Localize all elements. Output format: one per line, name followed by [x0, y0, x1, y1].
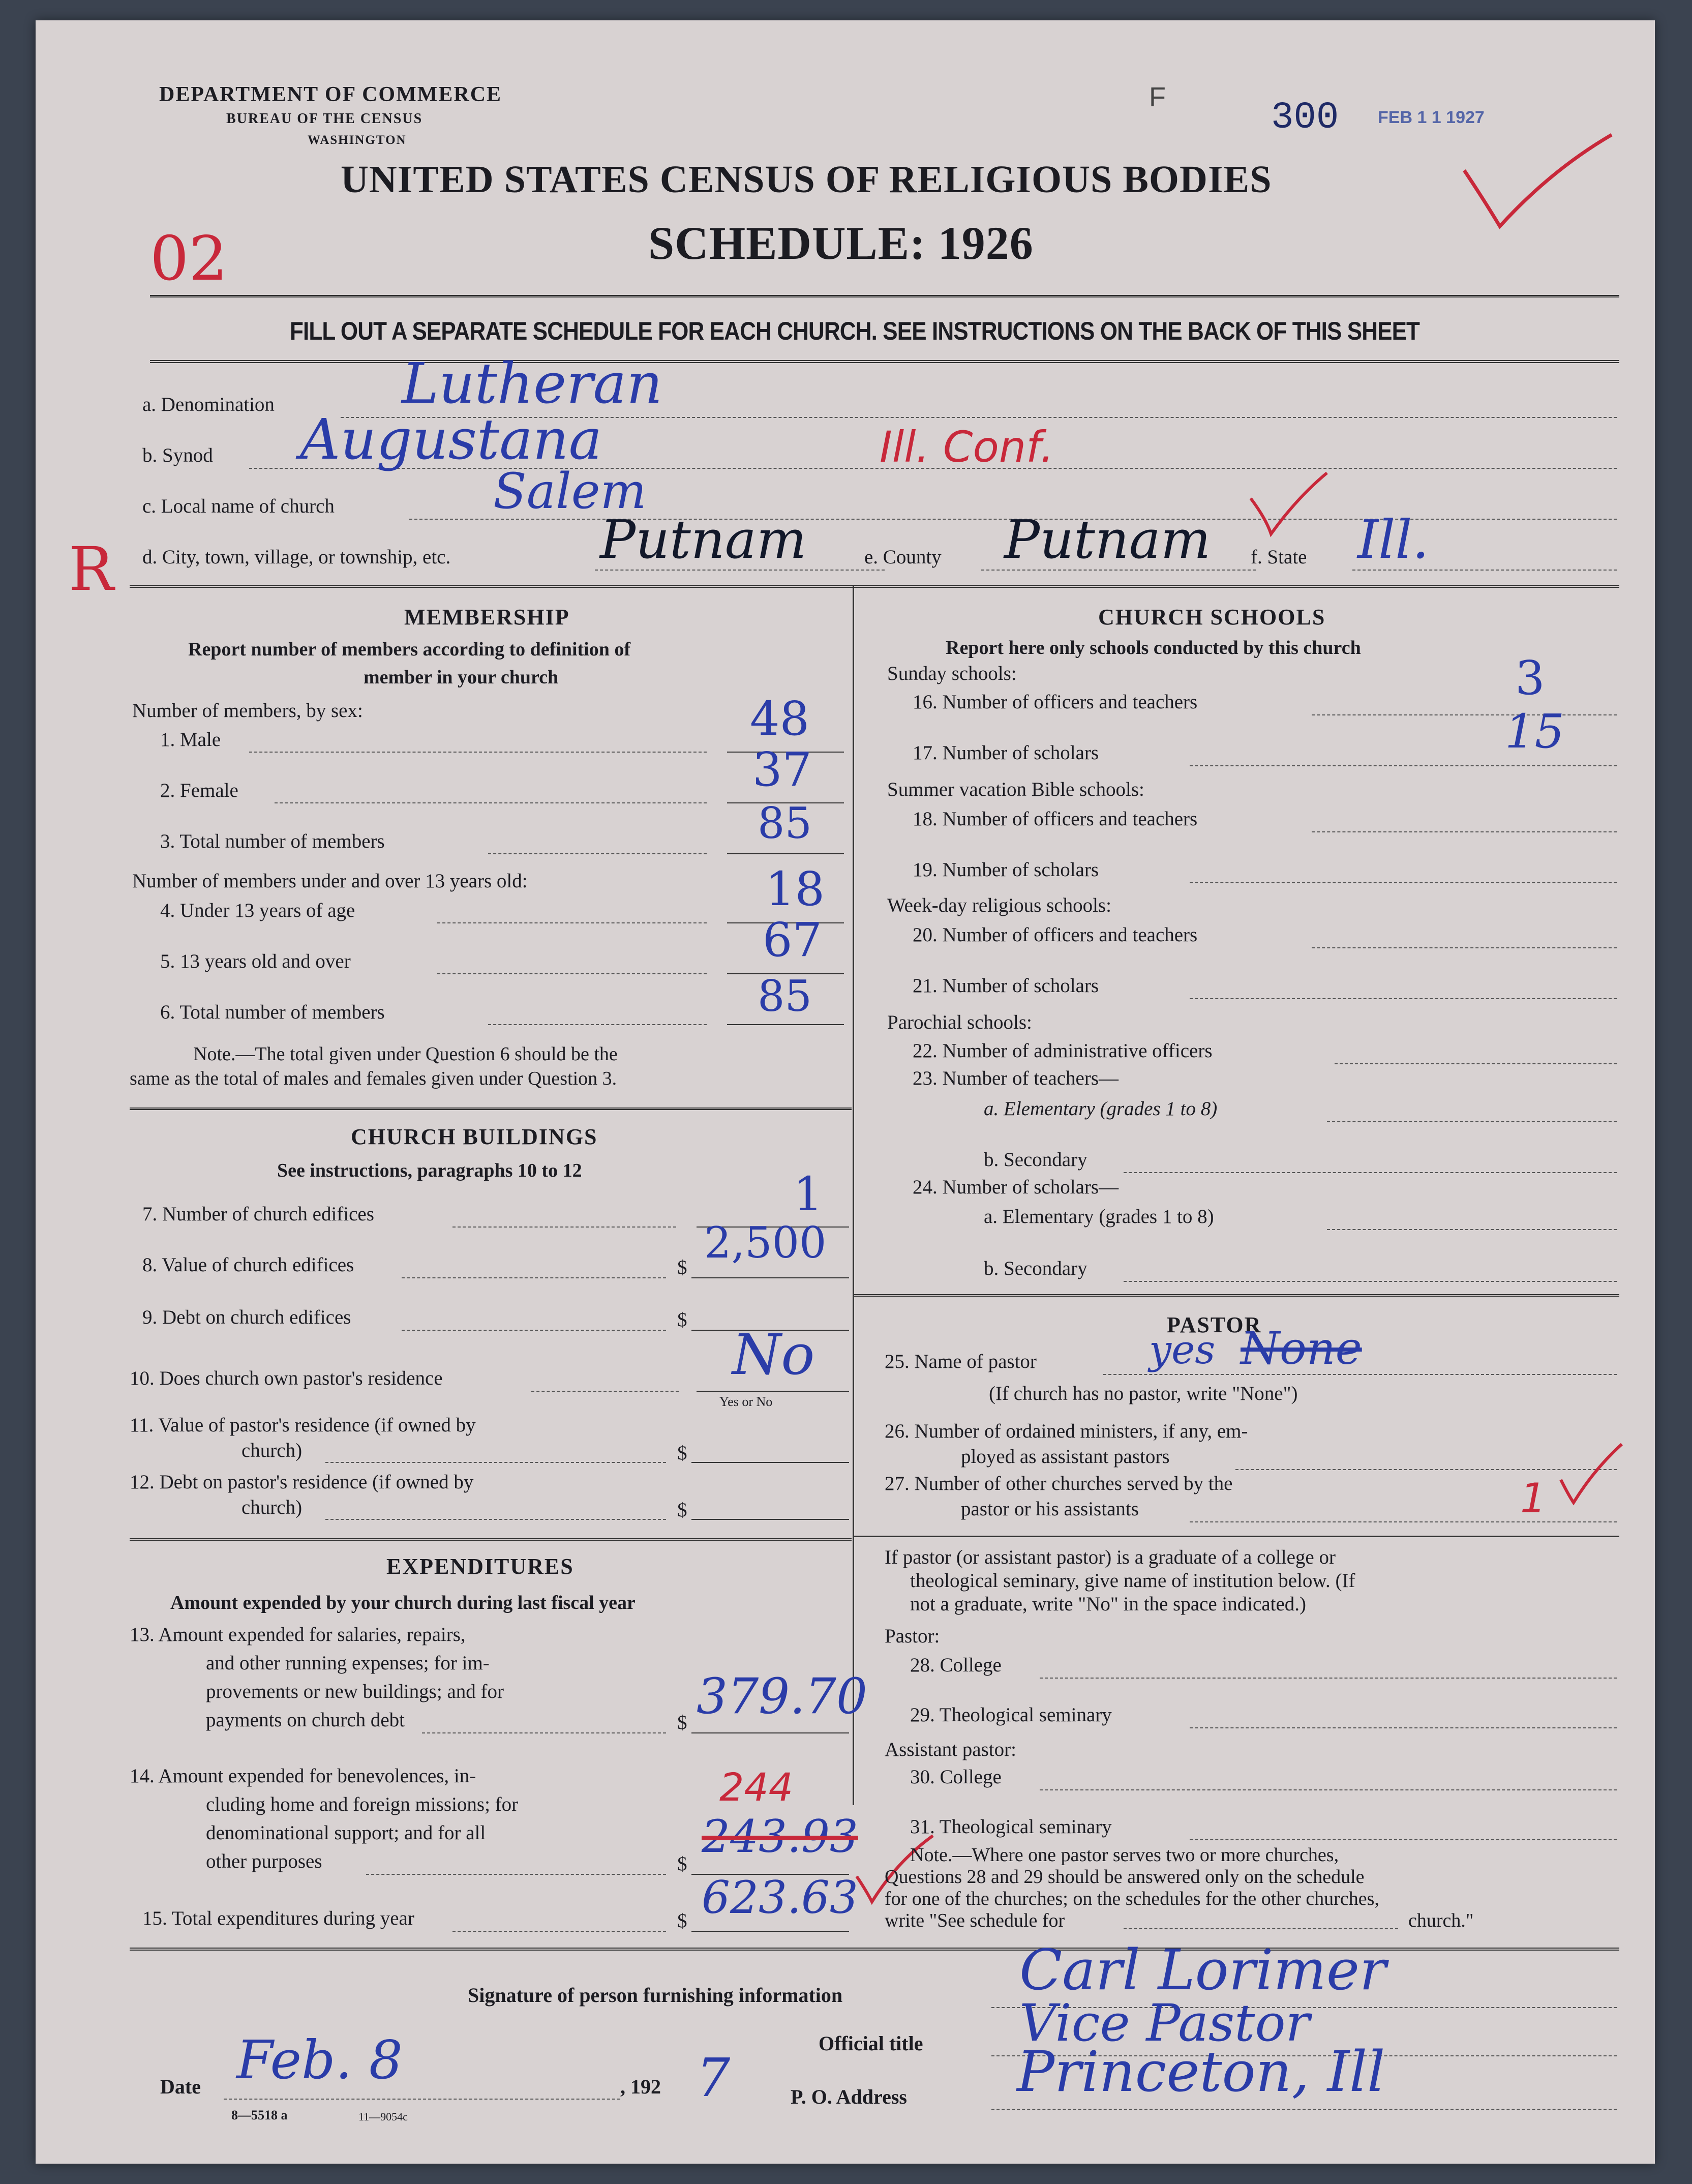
q15-label: 15. Total expenditures during year — [142, 1907, 414, 1929]
q11-label: 11. Value of pastor's residence (if owned by — [130, 1414, 476, 1436]
received-date-stamp: FEB 1 1 1927 — [1378, 108, 1485, 127]
q18-label: 18. Number of officers and teachers — [913, 808, 1198, 830]
form-title: UNITED STATES CENSUS OF RELIGIOUS BODIES — [341, 158, 1272, 201]
buildings-title: CHURCH BUILDINGS — [351, 1124, 598, 1149]
q16-value: 3 — [1515, 651, 1545, 705]
q13-label: 13. Amount expended for salaries, repairs, — [130, 1624, 466, 1646]
r-mark: R — [69, 534, 114, 604]
membership-subtitle-1: Report number of members according to definition of — [188, 639, 631, 660]
identity-rule — [130, 585, 1619, 588]
graduate-note-3: not a graduate, write "No" in the space indicated.) — [910, 1593, 1307, 1615]
q13-value: 379.70 — [697, 1668, 867, 1725]
q8-label: 8. Value of church edifices — [142, 1254, 354, 1276]
schedule-title: SCHEDULE: 1926 — [648, 217, 1034, 269]
buildings-subtitle: See instructions, paragraphs 10 to 12 — [277, 1160, 582, 1181]
schools-subtitle: Report here only schools conducted by this church — [946, 637, 1361, 659]
pastor-note-4: write "See schedule for — [885, 1910, 1065, 1931]
q17-label: 17. Number of scholars — [913, 742, 1099, 764]
census-schedule-sheet: DEPARTMENT OF COMMERCE BUREAU OF THE CENSUS WASHINGTON UNITED STATES CENSUS OF RELIGIOUS BODIES SCHEDULE: 1926 300 FEB 1 1 1927 F 02 R FILL OUT A SEPARATE SCHEDULE FOR EACH CHURCH. SEE INSTRUCTIONS ON THE BACK OF THIS SHEET a. Denomination Lutheran b. Synod Augustana Ill. Conf. c. Local name of church Salem d. City, town, village, or township, etc. Putnam e. County Putnam f. State Ill. MEMBERSHIP Report number of members according to definition of member in your church Number of members, by sex: 1. Male 48 2. Female 37 3. Total number of members 85 Number of members under and over 13 years old: 4. Under 13 years of age 18 5. 13 years old and over 67 6. Total number of members 85 Note.—The total given under Question 6 should be the same as the total of males and females given under Question 3. CHURCH BUILDINGS See instructions, paragraphs 10 to 12 7. Number of church edifices 1 8. Value of church edifices $ 2,500 9. Debt on church edifices $ 10. Does church own pastor's residence No Yes or No 11. Value of pastor's residence (if owned by church) $ 12. Debt on pastor's residence (if owned by church) $ EXPENDITURES Amount expended by your church during last fiscal year 13. Amount expended for salaries, repairs, and other running expenses; for im- provements or new buildings; and for payments on church debt $ 379.70 14. Amount expended for benevolences, in- cluding home and foreign missions; for denominational support; and for all other purposes $ 244 243.93 15. Total expenditures during year $ 623.63 CHURCH SCHOOLS Report here only schools conducted by this church Sunday schools: 16. Number of officers and teachers 3 17. Number of scholars 15 Summer vacation Bible schools: 18. Number of officers and teachers 19. Number of scholars Week-day religious schools: 20. Number of officers and teachers 21. Number of scholars Parochial schools: 22. Number of administrative officers 23. Number of teachers— a. Elementary (grades 1 to 8) b. Secondary 24. Number of scholars— a. Elementary (grades 1 to 8) b. Secondary PASTOR 25. Name of pastor yes None (If church has no pastor, write "None") 26. Number of ordained ministers, if any, em- ployed as assistant pastors 27. Number of other churches served by the pastor or his assistants 1 If pastor (or assistant pastor) is a graduate of a college or theological seminary, give name of institution below. (If not a graduate, write "No" in the space indicated.) Pastor: 28. College 29. Theological seminary Assistant pastor: 30. College 31. Theological seminary Note.—Where one pastor serves two or more churches, Questions 28 and 29 should be answered only on the schedule for one of the churches; on the schedules for the other churches, write "See schedule for church." Signature of person furnishing information Carl Lorimer Official title Vice Pastor Date Feb. 8 , 192 7 P. O. Address Princeton, Ill 8—5518 a 11—9054c — [36, 20, 1655, 2164]
yes-or-no-hint: Yes or No — [719, 1394, 773, 1409]
female-label: 2. Female — [160, 780, 238, 801]
official-title-value: Vice Pastor — [1019, 1993, 1310, 2053]
expenditures-subtitle: Amount expended by your church during last fiscal year — [170, 1592, 636, 1613]
total-members-count-1: 85 — [758, 798, 812, 848]
county-label: e. County — [864, 546, 942, 568]
pastor-education-heading: Pastor: — [885, 1625, 940, 1647]
q23-label: 23. Number of teachers— — [913, 1067, 1119, 1089]
form-number-2: 11—9054c — [358, 2110, 408, 2123]
date-value: Feb. 8 — [236, 2029, 403, 2091]
synod-value: Augustana — [300, 407, 602, 472]
q15-value: 623.63 — [702, 1871, 858, 1924]
signature-label: Signature of person furnishing information — [468, 1984, 843, 2007]
membership-note-2: same as the total of males and females given under Question 3. — [130, 1068, 617, 1089]
q26-label: 26. Number of ordained ministers, if any, em- — [885, 1420, 1248, 1442]
male-label: 1. Male — [160, 729, 221, 751]
q25-value: None — [1241, 1322, 1362, 1374]
graduate-note-2: theological seminary, give name of institution below. (If — [910, 1570, 1355, 1592]
signature-value: Carl Lorimer — [1019, 1937, 1386, 2002]
total-members-count-2: 85 — [758, 971, 812, 1021]
header-rule — [150, 295, 1619, 297]
po-address-value: Princeton, Ill — [1017, 2039, 1385, 2104]
over-13-count: 67 — [763, 913, 823, 967]
membership-note-1: Note.—The total given under Question 6 should be the — [193, 1043, 618, 1065]
weekday-schools-heading: Week-day religious schools: — [887, 894, 1111, 916]
total-members-label-1: 3. Total number of members — [160, 830, 385, 852]
pastor-note-3: for one of the churches; on the schedules for the other churches, — [885, 1888, 1379, 1909]
synod-conference-note: Ill. Conf. — [880, 422, 1054, 472]
over-13-label: 5. 13 years old and over — [160, 950, 351, 972]
stamp-number: 300 — [1271, 97, 1339, 139]
county-value: Putnam — [1004, 508, 1211, 571]
q30-label: 30. College — [910, 1766, 1002, 1788]
q22-label: 22. Number of administrative officers — [913, 1040, 1213, 1062]
q25-yes-mark: yes — [1149, 1327, 1216, 1373]
q14-correction: 244 — [719, 1764, 794, 1810]
expenditures-title: EXPENDITURES — [386, 1554, 574, 1579]
city-heading: WASHINGTON — [308, 133, 407, 147]
female-count: 37 — [752, 742, 812, 797]
membership-subtitle-2: member in your church — [364, 667, 559, 688]
year-value: 7 — [697, 2047, 731, 2109]
q14-value: 243.93 — [702, 1810, 858, 1863]
q27-label: 27. Number of other churches served by the — [885, 1473, 1233, 1494]
q9-label: 9. Debt on church edifices — [142, 1306, 351, 1328]
bureau-heading: BUREAU OF THE CENSUS — [226, 111, 423, 127]
column-divider — [853, 585, 854, 1805]
q28-label: 28. College — [910, 1654, 1002, 1676]
q8-value: 2,500 — [704, 1218, 827, 1268]
state-value: Ill. — [1357, 508, 1429, 571]
q12-label: 12. Debt on pastor's residence (if owned by — [130, 1471, 474, 1493]
q29-label: 29. Theological seminary — [910, 1704, 1112, 1726]
local-name-value: Salem — [493, 463, 647, 520]
code-02-mark: 02 — [150, 224, 228, 294]
state-label: f. State — [1251, 546, 1307, 568]
signature-rule — [130, 1948, 1619, 1951]
city-label: d. City, town, village, or township, etc. — [142, 546, 451, 568]
q7-label: 7. Number of church edifices — [142, 1203, 374, 1225]
q7-value: 1 — [793, 1167, 823, 1221]
q21-label: 21. Number of scholars — [913, 975, 1099, 997]
top-mark: F — [1149, 82, 1166, 112]
schools-title: CHURCH SCHOOLS — [1098, 605, 1326, 630]
q24b-label: b. Secondary — [984, 1258, 1087, 1279]
q24a-label: a. Elementary (grades 1 to 8) — [984, 1206, 1214, 1228]
assistant-education-heading: Assistant pastor: — [885, 1739, 1016, 1760]
members-by-sex-heading: Number of members, by sex: — [132, 700, 363, 722]
membership-title: MEMBERSHIP — [404, 605, 570, 630]
q31-label: 31. Theological seminary — [910, 1816, 1112, 1838]
q23a-label: a. Elementary (grades 1 to 8) — [984, 1098, 1218, 1120]
q14-label: 14. Amount expended for benevolences, in- — [130, 1765, 476, 1787]
date-label: Date — [160, 2075, 201, 2098]
total-members-label-2: 6. Total number of members — [160, 1001, 385, 1023]
q10-label: 10. Does church own pastor's residence — [130, 1367, 443, 1389]
male-count: 48 — [750, 692, 810, 746]
pastor-note-2: Questions 28 and 29 should be answered only on the schedule — [885, 1866, 1365, 1888]
red-check-icon — [1556, 1439, 1627, 1510]
q24-label: 24. Number of scholars— — [913, 1176, 1119, 1198]
under-13-count: 18 — [765, 862, 825, 916]
official-title-label: Official title — [819, 2032, 923, 2055]
denomination-value: Lutheran — [402, 351, 663, 416]
department-heading: DEPARTMENT OF COMMERCE — [159, 83, 502, 106]
red-check-icon — [1246, 468, 1332, 539]
q25-label: 25. Name of pastor — [885, 1351, 1037, 1372]
denomination-label: a. Denomination — [142, 394, 275, 415]
form-number: 8—5518 a — [231, 2108, 288, 2122]
po-address-label: P. O. Address — [791, 2085, 907, 2108]
q23b-label: b. Secondary — [984, 1149, 1087, 1171]
q17-value: 15 — [1505, 704, 1565, 759]
instruction-rule — [150, 360, 1619, 363]
red-check-icon — [1454, 130, 1622, 236]
graduate-note-1: If pastor (or assistant pastor) is a graduate of a college or — [885, 1546, 1336, 1568]
pastor-title: PASTOR — [1167, 1312, 1262, 1337]
local-name-label: c. Local name of church — [142, 495, 335, 517]
synod-label: b. Synod — [142, 444, 213, 466]
sunday-schools-heading: Sunday schools: — [887, 663, 1017, 684]
instruction-line: FILL OUT A SEPARATE SCHEDULE FOR EACH CHURCH. SEE INSTRUCTIONS ON THE BACK OF THIS SHEET — [290, 317, 1420, 345]
under-13-label: 4. Under 13 years of age — [160, 900, 355, 921]
pastor-note-1: Note.—Where one pastor serves two or more churches, — [910, 1844, 1339, 1866]
age-heading: Number of members under and over 13 years old: — [132, 870, 528, 892]
summer-schools-heading: Summer vacation Bible schools: — [887, 779, 1144, 800]
q19-label: 19. Number of scholars — [913, 859, 1099, 881]
q25-note: (If church has no pastor, write "None") — [989, 1383, 1298, 1404]
q27-value: 1 — [1520, 1475, 1546, 1522]
q20-label: 20. Number of officers and teachers — [913, 924, 1198, 946]
q16-label: 16. Number of officers and teachers — [913, 691, 1198, 713]
parochial-schools-heading: Parochial schools: — [887, 1011, 1032, 1033]
q10-value: No — [732, 1322, 815, 1387]
city-value: Putnam — [600, 508, 807, 571]
